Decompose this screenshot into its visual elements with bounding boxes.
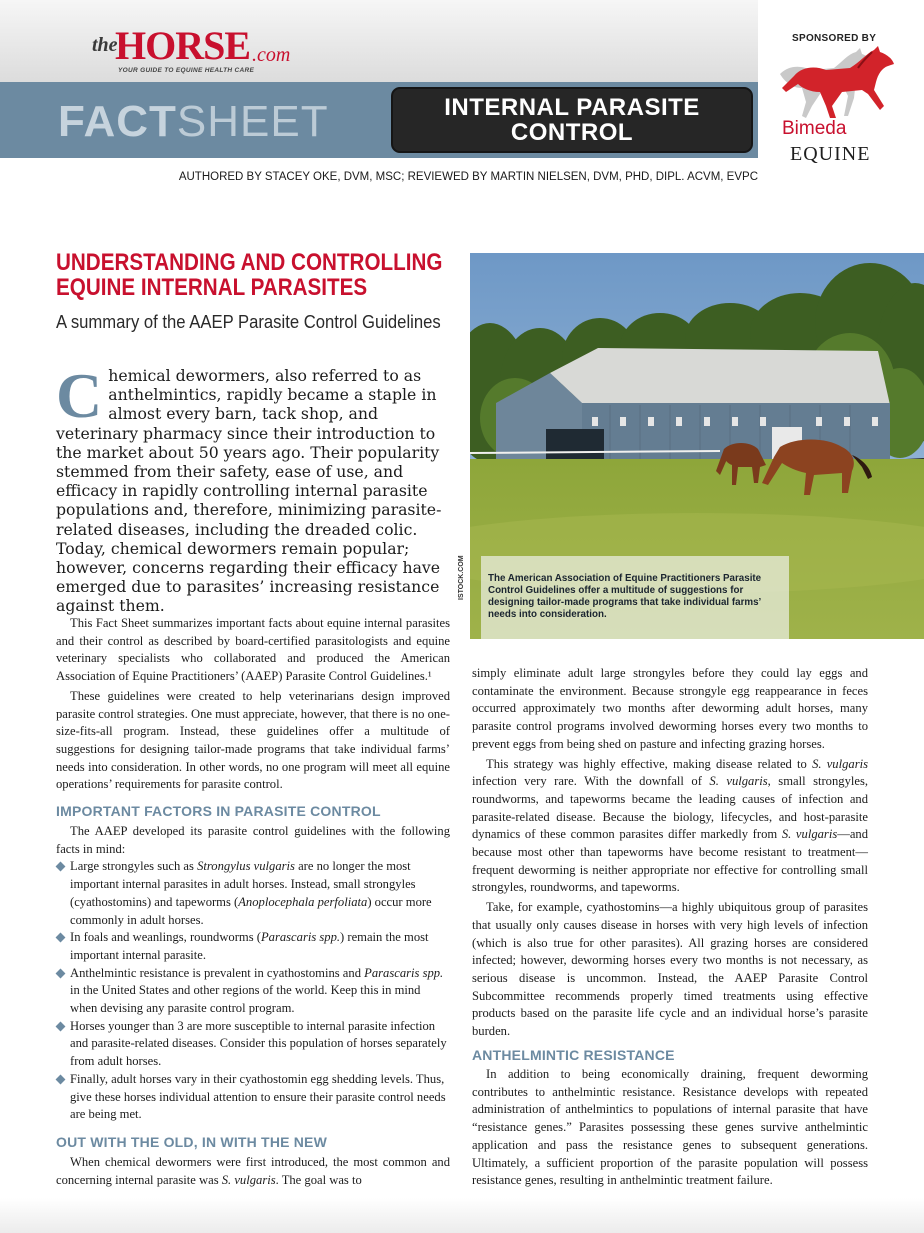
header-top-band xyxy=(0,0,758,82)
section-anthelmintic-resistance xyxy=(472,1066,868,1190)
section-out-with-old-start xyxy=(56,1154,450,1189)
bimeda-wordmark[interactable]: Bimeda xyxy=(782,118,847,139)
section2-paragraph-1-start: When chemical dewormers were first introduced, the most common and concerning internal parasite was S. vulgaris. The goal was to xyxy=(56,1155,450,1187)
sponsor-panel xyxy=(758,0,924,176)
bullet-item: Large strongyles such as Strongylus vulgaris are no longer the most important internal parasites in adult horses. Instead, small strongyles (cyathostomins) and tapeworms (Anoplocephala perfoliata) occur more commonly in adult horses. xyxy=(56,858,450,929)
intro-paragraph-2: These guidelines were created to help veterinarians design improved parasite control strategies. One must appreciate, however, that there is no one-size-fits-all program. Instead, these guidelines offer a multitude of suggestions for designing tailor-made programs that take individual farms’ needs into consideration. In other words, no one program will meet all equine operations’ requirements for parasite control. xyxy=(56,688,450,792)
drop-cap: C xyxy=(56,360,103,431)
lead-text: hemical dewormers, also referred to as anthelmintics, rapidly became a staple in almost every barn, tack shop, and veterinary pharmacy since their introduction to the market about 50 years ago. Their popularity stemmed from their safety, ease of use, and efficacy in rapidly controlling internal parasite populations and, therefore, minimizing parasite-related diseases, including the dreaded colic. Today, chemical dewormers remain popular; however, concerns regarding their efficacy have emerged due to parasites’ increasing resistance against them. xyxy=(56,366,442,616)
photo-credit: ISTOCK.COM xyxy=(458,555,465,600)
logo-com: .com xyxy=(252,44,291,66)
section2-p1-goal: . The goal was to xyxy=(275,1172,362,1187)
article-heading xyxy=(56,249,443,301)
bimeda-horse-icon xyxy=(772,44,898,120)
bullet-item: In foals and weanlings, roundworms (Parascaris spp.) remain the most important internal parasite. xyxy=(56,929,450,964)
logo-tagline: YOUR GUIDE TO EQUINE HEALTH CARE xyxy=(118,67,255,74)
facts-bullet-list xyxy=(56,858,450,1124)
photo-caption: The American Association of Equine Practitioners Parasite Control Guidelines offer a multitude of suggestions for designing tailor-made programs that take individual farms’ needs into consideration. xyxy=(481,556,789,639)
section2-paragraph-3: Take, for example, cyathostomins—a highly ubiquitous group of parasites that usually only causes disease in horses with very high levels of infection (which is also true for other parasites). All grazing horses are considered infected; however, deworming horses every two months is not necessary, as serious disease is uncommon. Instead, the AAEP Parasite Control Subcommittee recommends properly timed treatments using effective products based on the parasite life cycle and an individual horse’s parasite burden. xyxy=(472,900,868,1039)
section-heading-anthelmintic-resistance: ANTHELMINTIC RESISTANCE xyxy=(472,1047,675,1063)
sponsored-by-label: SPONSORED BY xyxy=(792,33,877,44)
diamond-bullet-icon xyxy=(56,1074,66,1084)
lead-paragraph xyxy=(56,360,450,616)
section-heading-out-with-old: OUT WITH THE OLD, IN WITH THE NEW xyxy=(56,1134,328,1150)
title-line-2: CONTROL xyxy=(510,119,634,146)
factsheet-label xyxy=(58,97,329,146)
diamond-bullet-icon xyxy=(56,1021,66,1031)
logo-the: the xyxy=(92,34,118,56)
diamond-bullet-icon xyxy=(56,862,66,872)
left-column-body xyxy=(56,615,450,794)
thehorse-logo[interactable] xyxy=(92,23,312,78)
factsheet-light: SHEET xyxy=(176,97,329,146)
section-important-factors xyxy=(56,823,450,1124)
factsheet-title-box xyxy=(391,87,753,153)
factsheet-title xyxy=(444,95,700,145)
title-line-1: INTERNAL PARASITE xyxy=(444,94,700,121)
article-subheading: A summary of the AAEP Parasite Control Guidelines xyxy=(56,311,441,332)
section1-intro: The AAEP developed its parasite control guidelines with the following facts in mind: xyxy=(56,824,450,856)
right-column-body xyxy=(472,665,868,1041)
logo-horse: HORSE xyxy=(115,23,251,68)
factsheet-band xyxy=(0,82,758,158)
bimeda-equine-wordmark: EQUINE xyxy=(790,143,871,165)
heading-line-1: UNDERSTANDING AND CONTROLLING xyxy=(56,249,443,276)
authors-line: AUTHORED BY STACEY OKE, DVM, MSC; REVIEWED BY MARTIN NIELSEN, DVM, PHD, DIPL. ACVM, EVPC xyxy=(178,171,758,183)
bullet-item: Anthelmintic resistance is prevalent in cyathostomins and Parascaris spp. in the United States and other regions of the world. Keep this in mind when devising any parasite control program. xyxy=(56,965,450,1018)
bullet-item: Horses younger than 3 are more susceptible to internal parasite infection and parasite-related diseases. Consider this population of horses separately from adult horses. xyxy=(56,1018,450,1071)
section3-paragraph-1: In addition to being economically draining, frequent deworming contributes to anthelmintic resistance. Resistance develops with repeated administration of anthelmintics to populations of internal parasite that have “resistance genes.” Parasites possessing these genes survive anthelmintic application and pass the resistance genes to subsequent generations. Ultimately, a sufficient proportion of the parasite population will possess resistance genes, resulting in anthelmintic treatment failure. xyxy=(472,1067,868,1188)
bullet-item: Finally, adult horses vary in their cyathostomin egg shedding levels. Thus, give these horses individual attention to ensure their parasite control needs are being met. xyxy=(56,1071,450,1124)
heading-line-2: EQUINE INTERNAL PARASITES xyxy=(56,274,368,301)
section2-paragraph-1-cont: simply eliminate adult large strongyles before they could lay eggs and contaminate the environment. Because strongyle egg reappearance in feces occurred approximately two months after deworming adult horses, many parasite control programs involved deworming horses every two months to prevent eggs from being shed on pasture and infecting grazing horses. xyxy=(472,666,868,751)
section-heading-important-factors: IMPORTANT FACTORS IN PARASITE CONTROL xyxy=(56,803,381,819)
section2-paragraph-2: This strategy was highly effective, making disease related to S. vulgaris infection very rare. With the downfall of S. vulgaris, small strongyles, roundworms, and tapeworms became the leading causes of infection and parasite-related disease. Because the biology, lifecycles, and host-parasite dynamics of these common parasites differ markedly from S. vulgaris—and because most other than tapeworms have become resistant to treatment—frequent deworming is neither appropriate nor effective for controlling small strongyles, roundworms, and tapeworms. xyxy=(472,756,868,895)
page-bottom-fade xyxy=(0,1198,924,1233)
diamond-bullet-icon xyxy=(56,968,66,978)
factsheet-bold: FACT xyxy=(58,97,177,146)
intro-paragraph-1: This Fact Sheet summarizes important facts about equine internal parasites and their control as described by board-certified parasitologists and equine veterinary specialists who collaborated and produced the American Association of Equine Practitioners’ (AAEP) Parasite Control Guidelines.¹ xyxy=(56,616,450,684)
diamond-bullet-icon xyxy=(56,933,66,943)
